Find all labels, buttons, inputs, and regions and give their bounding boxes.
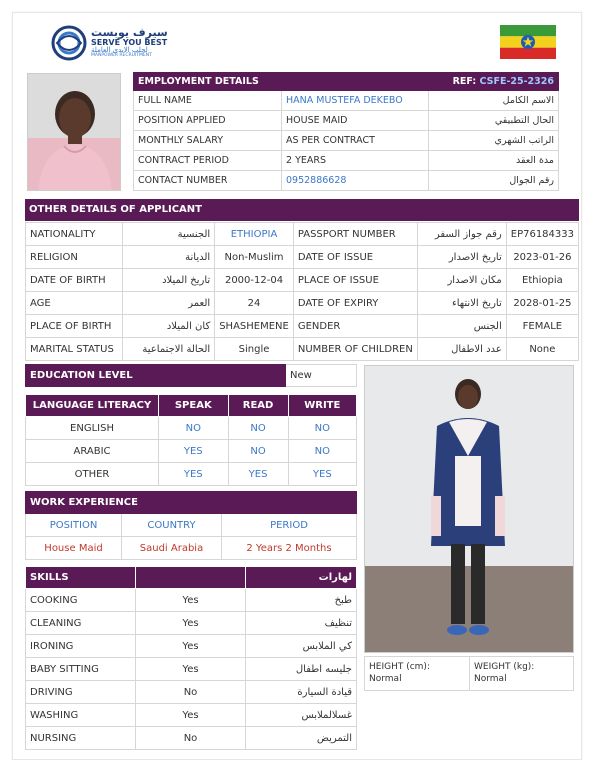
education-title: EDUCATION LEVEL bbox=[26, 365, 286, 387]
other-details-row bbox=[26, 223, 579, 246]
employment-label-ar: رقم الجوال bbox=[429, 171, 559, 191]
employment-label-ar: مدة العقد bbox=[429, 151, 559, 171]
skill-value: No bbox=[136, 727, 246, 750]
detail-label: DATE OF ISSUE bbox=[293, 246, 417, 269]
skill-row bbox=[26, 589, 357, 612]
detail-label: AGE bbox=[26, 292, 123, 315]
language-value: YES bbox=[159, 463, 229, 486]
skill-row bbox=[26, 704, 357, 727]
language-row bbox=[26, 417, 357, 440]
detail-value: None bbox=[506, 338, 578, 361]
applicant-headshot bbox=[27, 73, 121, 191]
skill-name-ar: طبخ bbox=[246, 589, 357, 612]
detail-value: Ethiopia bbox=[506, 269, 578, 292]
detail-value: 2028-01-25 bbox=[506, 292, 578, 315]
skill-name-ar: تنظيف bbox=[246, 612, 357, 635]
skill-value: Yes bbox=[136, 635, 246, 658]
detail-label-ar: تاريخ الميلاد bbox=[123, 269, 215, 292]
skill-row bbox=[26, 612, 357, 635]
skill-name: CLEANING bbox=[26, 612, 136, 635]
work-row bbox=[26, 537, 357, 560]
employment-row bbox=[134, 91, 559, 111]
detail-label: NATIONALITY bbox=[26, 223, 123, 246]
other-details-row bbox=[26, 338, 579, 361]
company-logo bbox=[51, 25, 168, 61]
logo-arabic: سيرف يوبست bbox=[91, 26, 168, 39]
measurements-table bbox=[364, 656, 574, 691]
other-details-table bbox=[25, 222, 579, 361]
language-value: YES bbox=[288, 463, 356, 486]
detail-value: FEMALE bbox=[506, 315, 578, 338]
detail-label-ar: الديانة bbox=[123, 246, 215, 269]
logo-tagline: MANPOWER RECRUITMENT bbox=[91, 53, 152, 59]
work-header-row bbox=[26, 514, 357, 537]
education-value: New bbox=[286, 365, 357, 387]
skills-header-row bbox=[26, 567, 357, 589]
skill-value: Yes bbox=[136, 704, 246, 727]
ref-value: CSFE-25-2326 bbox=[479, 76, 554, 87]
detail-label: PASSPORT NUMBER bbox=[293, 223, 417, 246]
skill-row bbox=[26, 635, 357, 658]
detail-label: GENDER bbox=[293, 315, 417, 338]
skill-value: Yes bbox=[136, 589, 246, 612]
work-col-header: PERIOD bbox=[222, 514, 357, 537]
skill-row bbox=[26, 658, 357, 681]
work-col-header: POSITION bbox=[26, 514, 122, 537]
detail-label-ar: مكان الاصدار bbox=[417, 269, 506, 292]
work-experience-table bbox=[25, 491, 357, 560]
employment-value: HOUSE MAID bbox=[282, 111, 429, 131]
detail-value: EP76184333 bbox=[506, 223, 578, 246]
skill-row bbox=[26, 727, 357, 750]
detail-value: 2023-01-26 bbox=[506, 246, 578, 269]
skill-name: NURSING bbox=[26, 727, 136, 750]
language-value: YES bbox=[228, 463, 288, 486]
skill-value: Yes bbox=[136, 658, 246, 681]
skills-title: SKILLS bbox=[26, 567, 136, 589]
detail-label-ar: العمر bbox=[123, 292, 215, 315]
other-details-row bbox=[26, 269, 579, 292]
employment-label-ar: الاسم الكامل bbox=[429, 91, 559, 111]
cv-page bbox=[12, 12, 582, 760]
employment-label: MONTHLY SALARY bbox=[134, 131, 282, 151]
skill-name-ar: غسلالملابس bbox=[246, 704, 357, 727]
logo-emblem-icon bbox=[51, 25, 87, 61]
weight-cell bbox=[470, 657, 574, 691]
detail-value: ETHIOPIA bbox=[215, 223, 294, 246]
ref-cell bbox=[429, 73, 559, 91]
other-details-row bbox=[26, 292, 579, 315]
skill-name: COOKING bbox=[26, 589, 136, 612]
employment-details-table bbox=[133, 72, 559, 191]
weight-label: WEIGHT (kg): bbox=[474, 661, 535, 672]
detail-label: RELIGION bbox=[26, 246, 123, 269]
skills-title-ar: لهارات bbox=[246, 567, 357, 589]
detail-value: 24 bbox=[215, 292, 294, 315]
employment-row bbox=[134, 131, 559, 151]
employment-value: 2 YEARS bbox=[282, 151, 429, 171]
employment-value: HANA MUSTEFA DEKEBO bbox=[282, 91, 429, 111]
language-name: ENGLISH bbox=[26, 417, 159, 440]
language-col-header: SPEAK bbox=[159, 395, 229, 417]
detail-label: NUMBER OF CHILDREN bbox=[293, 338, 417, 361]
height-cell bbox=[365, 657, 470, 691]
employment-label: POSITION APPLIED bbox=[134, 111, 282, 131]
skill-name: BABY SITTING bbox=[26, 658, 136, 681]
skill-value: Yes bbox=[136, 612, 246, 635]
work-experience-title: WORK EXPERIENCE bbox=[26, 492, 357, 514]
other-details-title: OTHER DETAILS OF APPLICANT bbox=[25, 199, 579, 221]
detail-label-ar: الجنس bbox=[417, 315, 506, 338]
skill-name-ar: قيادة السيارة bbox=[246, 681, 357, 704]
logo-name: SERVE YOU BEST bbox=[91, 37, 168, 47]
employment-row bbox=[134, 151, 559, 171]
work-col-header: COUNTRY bbox=[122, 514, 222, 537]
weight-value: Normal bbox=[474, 673, 507, 684]
language-title: LANGUAGE LITERACY bbox=[26, 395, 159, 417]
language-row bbox=[26, 463, 357, 486]
detail-value: Single bbox=[215, 338, 294, 361]
detail-label-ar: عدد الاطفال bbox=[417, 338, 506, 361]
logo-arabic-sub: لجلب الايدي العاملة bbox=[91, 45, 148, 54]
detail-label-ar: تاريخ الاصدار bbox=[417, 246, 506, 269]
detail-label: PLACE OF ISSUE bbox=[293, 269, 417, 292]
employment-label-ar: الحال التطبيقي bbox=[429, 111, 559, 131]
detail-label: MARITAL STATUS bbox=[26, 338, 123, 361]
height-label: HEIGHT (cm): bbox=[369, 661, 430, 672]
detail-label-ar: رقم جواز السفر bbox=[417, 223, 506, 246]
work-title-row bbox=[26, 492, 357, 514]
applicant-full-photo bbox=[364, 365, 574, 653]
ethiopia-flag-icon bbox=[500, 25, 556, 59]
language-col-header: READ bbox=[228, 395, 288, 417]
employment-label: FULL NAME bbox=[134, 91, 282, 111]
employment-row bbox=[134, 111, 559, 131]
work-country: Saudi Arabia bbox=[122, 537, 222, 560]
detail-value: 2000-12-04 bbox=[215, 269, 294, 292]
skill-value: No bbox=[136, 681, 246, 704]
work-position: House Maid bbox=[26, 537, 122, 560]
skill-name: IRONING bbox=[26, 635, 136, 658]
language-header-row bbox=[26, 395, 357, 417]
language-value: NO bbox=[228, 440, 288, 463]
language-value: NO bbox=[159, 417, 229, 440]
detail-label: PLACE OF BIRTH bbox=[26, 315, 123, 338]
skill-name: WASHING bbox=[26, 704, 136, 727]
language-value: NO bbox=[288, 440, 356, 463]
employment-label-ar: الراتب الشهري bbox=[429, 131, 559, 151]
skills-header-blank bbox=[136, 567, 246, 589]
detail-label: DATE OF EXPIRY bbox=[293, 292, 417, 315]
language-value: YES bbox=[159, 440, 229, 463]
language-value: NO bbox=[228, 417, 288, 440]
skill-name: DRIVING bbox=[26, 681, 136, 704]
detail-label-ar: الجنسية bbox=[123, 223, 215, 246]
employment-details-title: EMPLOYMENT DETAILS bbox=[134, 73, 429, 91]
skill-name-ar: كي الملابس bbox=[246, 635, 357, 658]
detail-value: SHASHEMENE bbox=[215, 315, 294, 338]
language-row bbox=[26, 440, 357, 463]
height-value: Normal bbox=[369, 673, 402, 684]
other-details-row bbox=[26, 246, 579, 269]
skills-table bbox=[25, 566, 357, 750]
skill-row bbox=[26, 681, 357, 704]
language-name: ARABIC bbox=[26, 440, 159, 463]
language-table bbox=[25, 394, 357, 486]
skill-name-ar: جليسه اطفال bbox=[246, 658, 357, 681]
employment-label: CONTACT NUMBER bbox=[134, 171, 282, 191]
ref-label: REF: bbox=[452, 76, 477, 87]
employment-row bbox=[134, 171, 559, 191]
other-details-row bbox=[26, 315, 579, 338]
detail-label-ar: كان الميلاد bbox=[123, 315, 215, 338]
language-col-header: WRITE bbox=[288, 395, 356, 417]
detail-label: DATE OF BIRTH bbox=[26, 269, 123, 292]
detail-label-ar: تاريخ الانتهاء bbox=[417, 292, 506, 315]
work-period: 2 Years 2 Months bbox=[222, 537, 357, 560]
education-table bbox=[25, 364, 357, 387]
detail-value: Non-Muslim bbox=[215, 246, 294, 269]
skill-name-ar: التمريض bbox=[246, 727, 357, 750]
employment-value: AS PER CONTRACT bbox=[282, 131, 429, 151]
contact-number-link[interactable]: 0952886628 bbox=[282, 171, 429, 191]
language-value: NO bbox=[288, 417, 356, 440]
employment-label: CONTRACT PERIOD bbox=[134, 151, 282, 171]
detail-label-ar: الحالة الاجتماعية bbox=[123, 338, 215, 361]
language-name: OTHER bbox=[26, 463, 159, 486]
